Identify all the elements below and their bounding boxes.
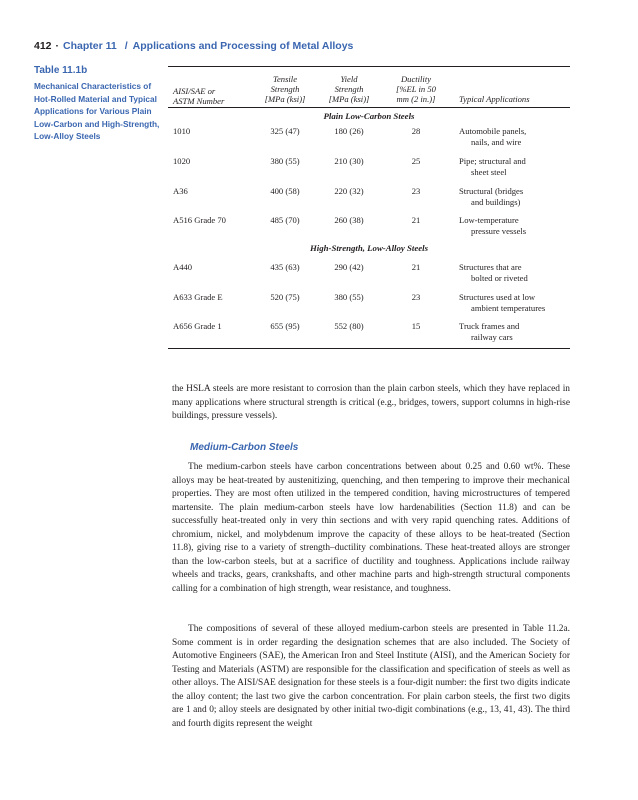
app-line2: nails, and wire	[471, 137, 522, 147]
cell-applications	[459, 321, 579, 343]
cell-ductility: 25	[411, 156, 421, 166]
header-ductility	[381, 74, 451, 104]
header-yield-line1: Yield	[340, 74, 358, 84]
table-header-rule	[168, 107, 570, 108]
table-label: Table 11.1b	[34, 65, 88, 76]
header-ductility-line3: mm (2 in.)]	[396, 94, 436, 104]
cell-designation: 1010	[173, 126, 191, 136]
cell-yield: 260 (38)	[334, 215, 364, 225]
chapter-label: Chapter 11	[63, 40, 117, 52]
cell-tensile: 655 (95)	[270, 321, 300, 331]
header-tensile	[252, 74, 318, 104]
header-ductility-line2: [%EL in 50	[396, 84, 436, 94]
header-tensile-line1: Tensile	[272, 74, 298, 84]
header-yield	[318, 74, 380, 104]
header-designation-line1: AISI/SAE or	[173, 86, 216, 96]
cell-designation: A516 Grade 70	[173, 215, 226, 225]
cell-applications	[459, 186, 579, 208]
app-line1: Structures that are	[459, 262, 522, 272]
cell-designation: 1020	[173, 156, 191, 166]
cell-tensile: 400 (58)	[270, 186, 300, 196]
app-line1: Structures used at low	[459, 292, 536, 302]
cell-designation: A633 Grade E	[173, 292, 223, 302]
app-line2: sheet steel	[471, 167, 507, 177]
paragraph-2-text: The compositions of several of these alloyed medium-carbon steels are presented in Table 11.2a. Some comment is in order regarding the designation schemes that are also included. The Society of Automotive Engineers (SAE), the American Iron and Steel Institute (AISI), and the American Society for Testing and Materials (ASTM) are responsible for the classification and specification of steels as well as other alloys. The AISI/SAE designation for these steels is a four-digit number: the first two digits indicate the alloy content; the last two give the carbon concentration. For plain carbon steels, the first two digits are 1 and 0; alloy steels are designated by other initial two-digit combinations (e.g., 13, 41, 43). The third and fourth digits represent the weight	[172, 624, 570, 729]
header-yield-line3: [MPa (ksi)]	[328, 94, 370, 104]
cell-ductility: 28	[411, 126, 421, 136]
app-line1: Structural (bridges	[459, 186, 524, 196]
app-line2: bolted or riveted	[471, 273, 528, 283]
cell-tensile: 485 (70)	[270, 215, 300, 225]
cell-yield: 290 (42)	[334, 262, 364, 272]
cell-yield: 180 (26)	[334, 126, 364, 136]
cell-ductility: 15	[411, 321, 421, 331]
cell-yield: 210 (30)	[334, 156, 364, 166]
app-line1: Pipe; structural and	[459, 156, 526, 166]
cell-tensile: 325 (47)	[270, 126, 300, 136]
table-caption: Mechanical Characteristics of Hot-Rolled Material and Typical Applications for Various Plain Low-Carbon and High-Strength, Low-Alloy Steels	[34, 81, 160, 141]
header-separator: ·	[55, 40, 60, 52]
cell-ductility: 21	[411, 215, 421, 225]
header-tensile-line3: [MPa (ksi)]	[264, 94, 306, 104]
group-heading-hsla: High-Strength, Low-Alloy Steels	[309, 243, 429, 253]
cell-yield: 552 (80)	[334, 321, 364, 331]
app-line2: railway cars	[471, 332, 513, 342]
table-top-rule	[168, 66, 570, 67]
cell-tensile: 435 (63)	[270, 262, 300, 272]
body-paragraph-2	[172, 623, 570, 731]
section-title: Applications and Processing of Metal Alloys	[132, 40, 354, 52]
app-line1: Truck frames and	[459, 321, 520, 331]
table-bottom-rule	[168, 348, 570, 349]
cell-designation: A656 Grade 1	[173, 321, 222, 331]
cell-ductility: 23	[411, 292, 421, 302]
cell-applications	[459, 156, 579, 178]
app-line2: and buildings)	[471, 197, 521, 207]
cell-applications	[459, 292, 579, 314]
app-line1: Low-temperature	[459, 215, 519, 225]
cell-designation: A36	[173, 186, 188, 196]
cell-yield: 220 (32)	[334, 186, 364, 196]
running-header	[34, 40, 353, 52]
cell-applications	[459, 262, 579, 284]
section-subheading: Medium-Carbon Steels	[190, 442, 299, 453]
cell-tensile: 380 (55)	[270, 156, 300, 166]
group-heading-plain-low-carbon: Plain Low-Carbon Steels	[323, 111, 415, 121]
header-tensile-line2: Strength	[270, 84, 300, 94]
cell-applications	[459, 126, 579, 148]
header-ductility-line1: Ductility	[400, 74, 432, 84]
paragraph-1-text: The medium-carbon steels have carbon concentrations between about 0.25 and 0.60 wt%. These alloys may be heat-treated by austenitizing, quenching, and then tempering to improve their mechanical properties. They are most often utilized in the tempered condition, having microstructures of tempered martensite. The plain medium-carbon steels have low hardenabilities (Section 11.8) and can be successfully heat-treated only in very thin sections and with very rapid quenching rates. Additions of chromium, nickel, and molybdenum improve the capacity of these alloys to be heat-treated (Section 11.8), giving rise to a variety of strength–ductility combinations. These heat-treated alloys are stronger than the low-carbon steels, but at a sacrifice of ductility and toughness. Applications include railway wheels and tracks, gears, crankshafts, and other machine parts and high-strength structural components calling for a combination of high strength, wear resistance, and toughness.	[172, 462, 570, 594]
cell-ductility: 21	[411, 262, 421, 272]
header-applications: Typical Applications	[459, 94, 530, 104]
header-slash: /	[124, 40, 128, 52]
page-number: 412	[34, 40, 52, 52]
header-designation	[173, 86, 224, 106]
app-line2: pressure vessels	[471, 226, 527, 236]
app-line1: Automobile panels,	[459, 126, 527, 136]
cell-ductility: 23	[411, 186, 421, 196]
cell-designation: A440	[173, 262, 193, 272]
cell-yield: 380 (55)	[334, 292, 364, 302]
app-line2: ambient temperatures	[471, 303, 546, 313]
body-paragraph-1	[172, 461, 570, 596]
cell-applications	[459, 215, 579, 237]
intro-paragraph: the HSLA steels are more resistant to corrosion than the plain carbon steels, which they have replaced in many applications where structural strength is critical (e.g., bridges, towers, support columns in high-rise buildings, pressure vessels).	[172, 384, 570, 421]
header-designation-line2: ASTM Number	[173, 96, 225, 106]
cell-tensile: 520 (75)	[270, 292, 300, 302]
header-yield-line2: Strength	[334, 84, 364, 94]
